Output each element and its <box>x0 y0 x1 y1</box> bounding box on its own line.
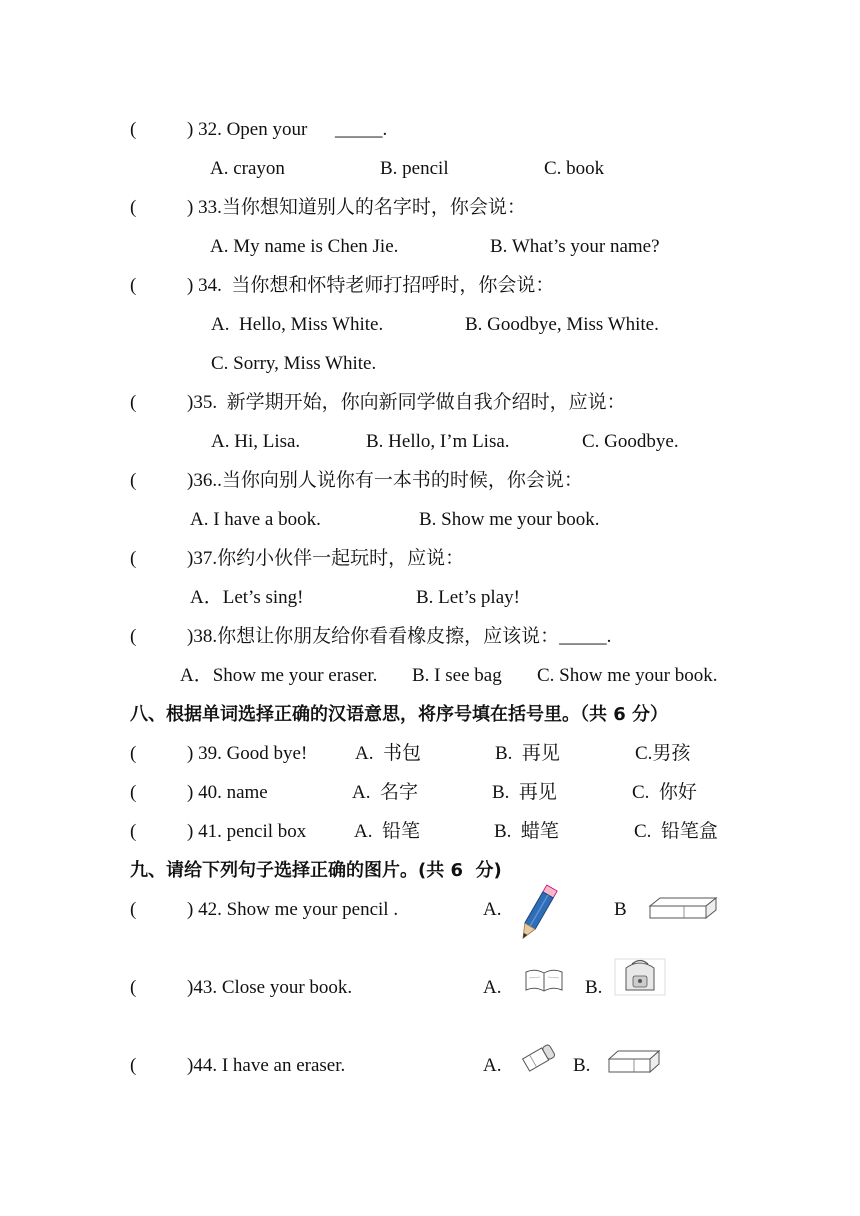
q35-bracket-open: ( <box>130 392 137 413</box>
q37-option-b: B. Let’s play! <box>416 587 520 608</box>
q35-stem: )35. 新学期开始，你向新同学做自我介绍时，应说： <box>187 392 626 413</box>
q39-bracket-open: ( <box>130 743 137 764</box>
q41-option-c: C. 铅笔盒 <box>634 821 718 842</box>
q34-stem: ) 34. 当你想和怀特老师打招呼时，你会说： <box>187 275 555 296</box>
pencil-icon <box>510 882 565 946</box>
q35-option-b: B. Hello, I’m Lisa. <box>366 431 510 452</box>
q39-stem: ) 39. Good bye! <box>187 743 308 764</box>
q38-option-b: B. I see bag <box>412 665 502 686</box>
q35-option-c: C. Goodbye. <box>582 431 679 452</box>
q34-option-a: A. Hello, Miss White. <box>211 314 384 335</box>
q32-stem: ) 32. Open your <box>187 119 308 140</box>
q35-option-a: A. Hi, Lisa. <box>211 431 301 452</box>
q43-stem: )43. Close your book. <box>187 977 353 998</box>
section-8-heading: 八、根据单词选择正确的汉语意思，将序号填在括号里。（共 6 分） <box>130 704 669 725</box>
q42-bracket-open: ( <box>130 899 137 920</box>
q44-bracket-open: ( <box>130 1055 137 1076</box>
q37-stem: )37.你约小伙伴一起玩时，应说： <box>187 548 465 569</box>
q40-option-b: B. 再见 <box>492 782 557 803</box>
q37-option-a: A．Let’s sing! <box>190 587 304 608</box>
q33-option-b: B. What’s your name? <box>490 236 660 257</box>
q36-bracket-open: ( <box>130 470 137 491</box>
q44-option-a: A. <box>483 1055 502 1076</box>
q38-option-c: C. Show me your book. <box>537 665 718 686</box>
q43-option-a: A. <box>483 977 502 998</box>
q32-option-b: B. pencil <box>380 158 449 179</box>
q33-stem: ) 33.当你想知道别人的名字时，你会说： <box>187 197 526 218</box>
eraser-icon <box>646 896 720 922</box>
q32-blank: _____. <box>335 119 388 140</box>
q40-option-c: C. 你好 <box>632 782 697 803</box>
q32-option-a: A. crayon <box>210 158 285 179</box>
q40-bracket-open: ( <box>130 782 137 803</box>
q37-bracket-open: ( <box>130 548 137 569</box>
q36-stem: )36..当你向别人说你有一本书的时候，你会说： <box>187 470 583 491</box>
q41-stem: ) 41. pencil box <box>187 821 307 842</box>
eraser-tip-icon <box>520 1040 560 1074</box>
q41-option-a: A. 铅笔 <box>354 821 420 842</box>
q38-bracket-open: ( <box>130 626 137 647</box>
q34-option-b: B. Goodbye, Miss White. <box>465 314 659 335</box>
q42-option-a: A. <box>483 899 502 920</box>
q34-bracket-open: ( <box>130 275 137 296</box>
q32-option-c: C. book <box>544 158 605 179</box>
eraser-icon <box>606 1048 662 1076</box>
q41-bracket-open: ( <box>130 821 137 842</box>
q43-option-b: B. <box>585 977 603 998</box>
q32-bracket-open: ( <box>130 119 137 140</box>
book-icon <box>524 966 564 994</box>
q36-option-b: B. Show me your book. <box>419 509 600 530</box>
q44-option-b: B. <box>573 1055 591 1076</box>
q38-option-a: A．Show me your eraser. <box>180 665 378 686</box>
q39-option-c: C.男孩 <box>635 743 691 764</box>
q40-stem: ) 40. name <box>187 782 268 803</box>
q41-option-b: B. 蜡笔 <box>494 821 559 842</box>
q44-stem: )44. I have an eraser. <box>187 1055 346 1076</box>
q36-option-a: A. I have a book. <box>190 509 321 530</box>
schoolbag-icon <box>614 958 666 996</box>
q39-option-a: A. 书包 <box>355 743 421 764</box>
q33-option-a: A. My name is Chen Jie. <box>210 236 399 257</box>
q42-stem: ) 42. Show me your pencil . <box>187 899 399 920</box>
q40-option-a: A. 名字 <box>352 782 418 803</box>
q39-option-b: B. 再见 <box>495 743 560 764</box>
q42-option-b: B <box>614 899 627 920</box>
q33-bracket-open: ( <box>130 197 137 218</box>
q38-stem: )38.你想让你朋友给你看看橡皮擦，应该说：_____. <box>187 626 612 647</box>
section-9-heading: 九、请给下列句子选择正确的图片。(共 6 分) <box>130 860 502 881</box>
q43-bracket-open: ( <box>130 977 137 998</box>
q34-option-c: C. Sorry, Miss White. <box>211 353 377 374</box>
